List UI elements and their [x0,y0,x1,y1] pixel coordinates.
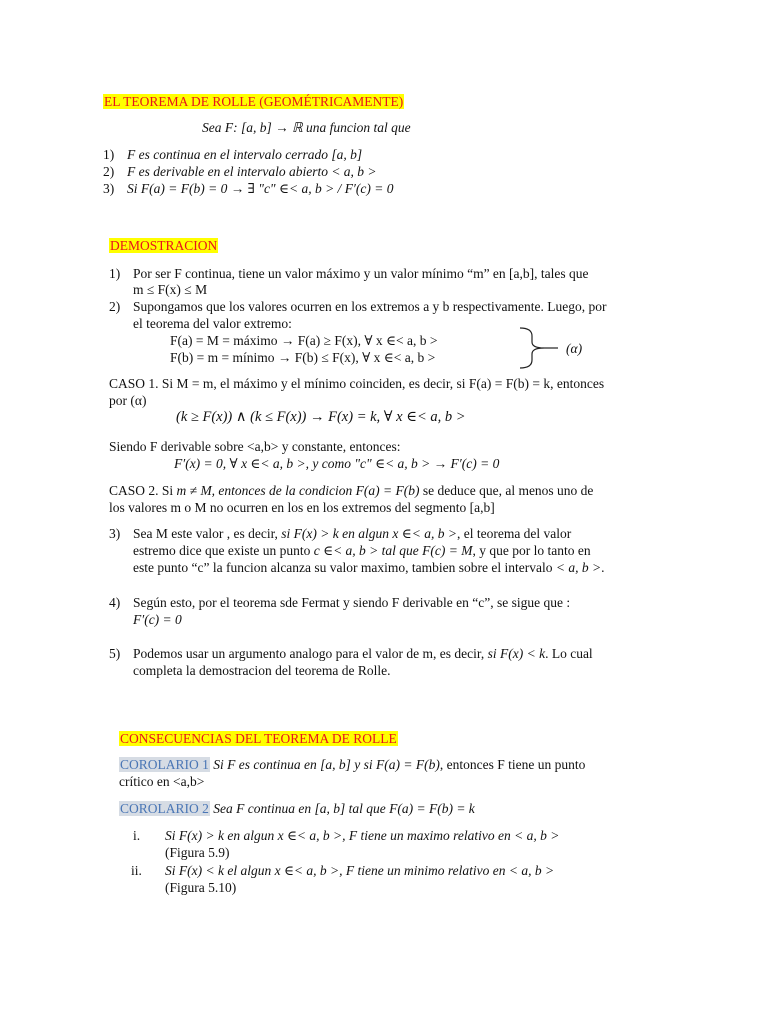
step1-line2: m ≤ F(x) ≤ M [133,282,208,297]
corolario2-line [119,800,475,817]
item-i-text: Si F(x) > k en algun x ∈< a, b >, F tiene un maximo relativo en < a, b > [165,828,560,843]
step3-line1 [133,525,571,542]
consecuencias-heading [119,730,398,747]
step2-line1: Supongamos que los valores ocurren en los extremos a y b respectivamente. Luego, por [133,299,607,314]
step3-text: estremo dice que existe un punto [133,543,314,558]
caso2-text-b: se deduce que, al menos uno de [419,483,594,498]
corolario1-text: , entonces F tiene un punto [439,757,586,772]
hypothesis-number: 1) [103,147,115,162]
step1-line1: Por ser F continua, tiene un valor máximo y un valor mínimo “m” en [a,b], tales que [133,266,589,281]
step5-line2: completa la demostracion del teorema de Rolle. [133,663,391,678]
caso2-math: m ≠ M, entonces de la condicion F(a) = F(b) [176,483,420,498]
demo-heading [109,237,218,254]
step-number: 5) [109,646,121,661]
step3-text: Sea M este valor , es decir, [133,526,282,541]
step5-math: si F(x) < k [487,646,546,661]
hypothesis-number: 2) [103,164,115,179]
corolario1-label: COROLARIO 1 [120,757,209,772]
alpha-label: (α) [566,341,583,356]
theorem-intro: Sea F: [a, b] → ℝ una funcion tal que [202,120,411,135]
hypothesis-3: Si F(a) = F(b) = 0 → ∃ "c" ∈< a, b > / F′(c) = 0 [127,181,394,196]
item-number: i. [133,828,141,843]
hypothesis-2: F es derivable en el intervalo abierto < a, b > [127,164,377,179]
page-title [103,93,404,110]
caso1-line3: Siendo F derivable sobre <a,b> y constante, entonces: [109,439,401,454]
step3-text: , y que por lo tanto en [472,543,591,558]
step3-line2 [133,542,591,559]
step4-line1: Según esto, por el teorema sde Fermat y siendo F derivable en “c”, se sigue que : [133,595,571,610]
hypothesis-1: F es continua en el intervalo cerrado [a, b] [127,147,363,162]
hypothesis-number: 3) [103,181,115,196]
corolario2-math: Sea F continua en [a, b] tal que F(a) = F(b) = k [209,801,475,816]
caso1-formula2: F′(x) = 0, ∀ x ∈< a, b >, y como "c" ∈< a, b > → F′(c) = 0 [174,456,500,471]
step3-math: c ∈< a, b > tal que F(c) = M [313,543,473,558]
item-i-figure: (Figura 5.9) [165,845,230,860]
step-number: 1) [109,266,121,281]
step3-line3 [133,559,604,576]
step-number: 2) [109,299,121,314]
step5-text: Podemos usar un argumento analogo para el valor de m, es decir, [133,646,488,661]
step4-formula: F′(c) = 0 [133,612,182,627]
caso1-formula: (k ≥ F(x)) ∧ (k ≤ F(x)) → F(x) = k, ∀ x ∈< a, b > [176,409,466,425]
caso1-line1: CASO 1. Si M = m, el máximo y el mínimo coinciden, es decir, si F(a) = F(b) = k, entonces [109,376,605,391]
step3-math: < a, b > [555,560,602,575]
step3-math: si F(x) > k en algun x ∈< a, b > [281,526,457,541]
step5-text: . Lo cual [545,646,593,661]
corolario1-line2: crítico en <a,b> [119,774,205,789]
caso2-line2: los valores m o M no ocurren en los en los extremos del segmento [a,b] [109,500,495,515]
caso2-line1 [109,482,593,499]
step-number: 4) [109,595,121,610]
step2-line2: el teorema del valor extremo: [133,316,292,331]
step5-line1 [133,645,593,662]
item-ii-text: Si F(x) < k el algun x ∈< a, b >, F tiene un minimo relativo en < a, b > [165,863,555,878]
step3-text: . [601,560,605,575]
corolario2-label: COROLARIO 2 [120,801,209,816]
item-ii-figure: (Figura 5.10) [165,880,237,895]
corolario1-line1 [119,756,585,773]
title-text: EL TEOREMA DE ROLLE (GEOMÉTRICAMENTE) [104,94,404,109]
caso1-line2: por (α) [109,393,147,408]
consecuencias-heading-text: CONSECUENCIAS DEL TEOREMA DE ROLLE [120,731,397,746]
step2-min-line: F(b) = m = mínimo → F(b) ≤ F(x), ∀ x ∈< a, b > [170,350,436,365]
step3-text: este punto “c” la funcion alcanza su valor maximo, tambien sobre el intervalo [133,560,556,575]
right-brace-icon [518,326,558,370]
step2-max-line: F(a) = M = máximo → F(a) ≥ F(x), ∀ x ∈< a, b > [170,333,438,348]
corolario1-math: Si F es continua en [a, b] y si F(a) = F(b) [209,757,440,772]
item-number: ii. [131,863,142,878]
caso2-text-a: CASO 2. Si [109,483,177,498]
demo-heading-text: DEMOSTRACION [110,238,218,253]
step3-text: , el teorema del valor [456,526,572,541]
step-number: 3) [109,526,121,541]
